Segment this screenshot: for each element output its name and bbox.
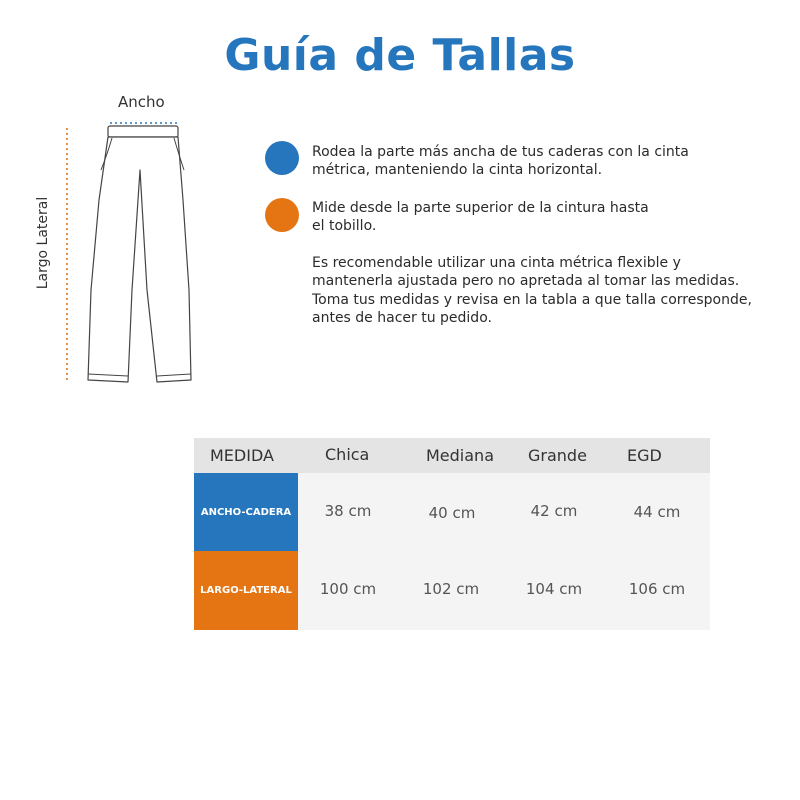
cell-largo-mediana: 102 cm bbox=[422, 580, 480, 598]
note-line-1: Es recomendable utilizar una cinta métrica flexible y bbox=[312, 255, 681, 271]
row-label-largo-lateral: LARGO-LATERAL bbox=[194, 551, 298, 630]
orange-bullet-icon bbox=[265, 198, 299, 232]
note-line-4: antes de hacer tu pedido. bbox=[312, 310, 492, 326]
header-mediana: Mediana bbox=[426, 446, 494, 465]
instruction-2-line-1: Mide desde la parte superior de la cintura hasta bbox=[312, 200, 649, 216]
pants-outline-icon bbox=[55, 110, 215, 390]
table-header bbox=[194, 438, 710, 473]
cell-largo-chica: 100 cm bbox=[319, 580, 377, 598]
note-line-2: mantenerla ajustada pero no apretada al tomar las medidas. bbox=[312, 273, 740, 289]
blue-bullet-icon bbox=[265, 141, 299, 175]
instruction-1-line-2: métrica, manteniendo la cinta horizontal. bbox=[312, 162, 603, 178]
header-medida: MEDIDA bbox=[210, 446, 274, 465]
width-label: Ancho bbox=[118, 93, 165, 111]
row-label-ancho-cadera: ANCHO-CADERA bbox=[194, 473, 298, 551]
header-grande: Grande bbox=[528, 446, 587, 465]
cell-ancho-egd: 44 cm bbox=[633, 503, 681, 521]
cell-ancho-chica: 38 cm bbox=[324, 502, 372, 520]
cell-ancho-grande: 42 cm bbox=[530, 502, 578, 520]
cell-largo-egd: 106 cm bbox=[628, 580, 686, 598]
note-line-3: Toma tus medidas y revisa en la tabla a que talla corresponde, bbox=[312, 292, 752, 308]
cell-ancho-mediana: 40 cm bbox=[428, 504, 476, 522]
instruction-1-line-1: Rodea la parte más ancha de tus caderas con la cinta bbox=[312, 144, 689, 160]
header-egd: EGD bbox=[627, 446, 662, 465]
length-label: Largo Lateral bbox=[35, 196, 51, 290]
instruction-2-line-2: el tobillo. bbox=[312, 218, 377, 234]
header-chica: Chica bbox=[325, 445, 370, 464]
cell-largo-grande: 104 cm bbox=[525, 580, 583, 598]
size-table bbox=[194, 438, 710, 630]
page-title: Guía de Tallas bbox=[224, 30, 576, 81]
